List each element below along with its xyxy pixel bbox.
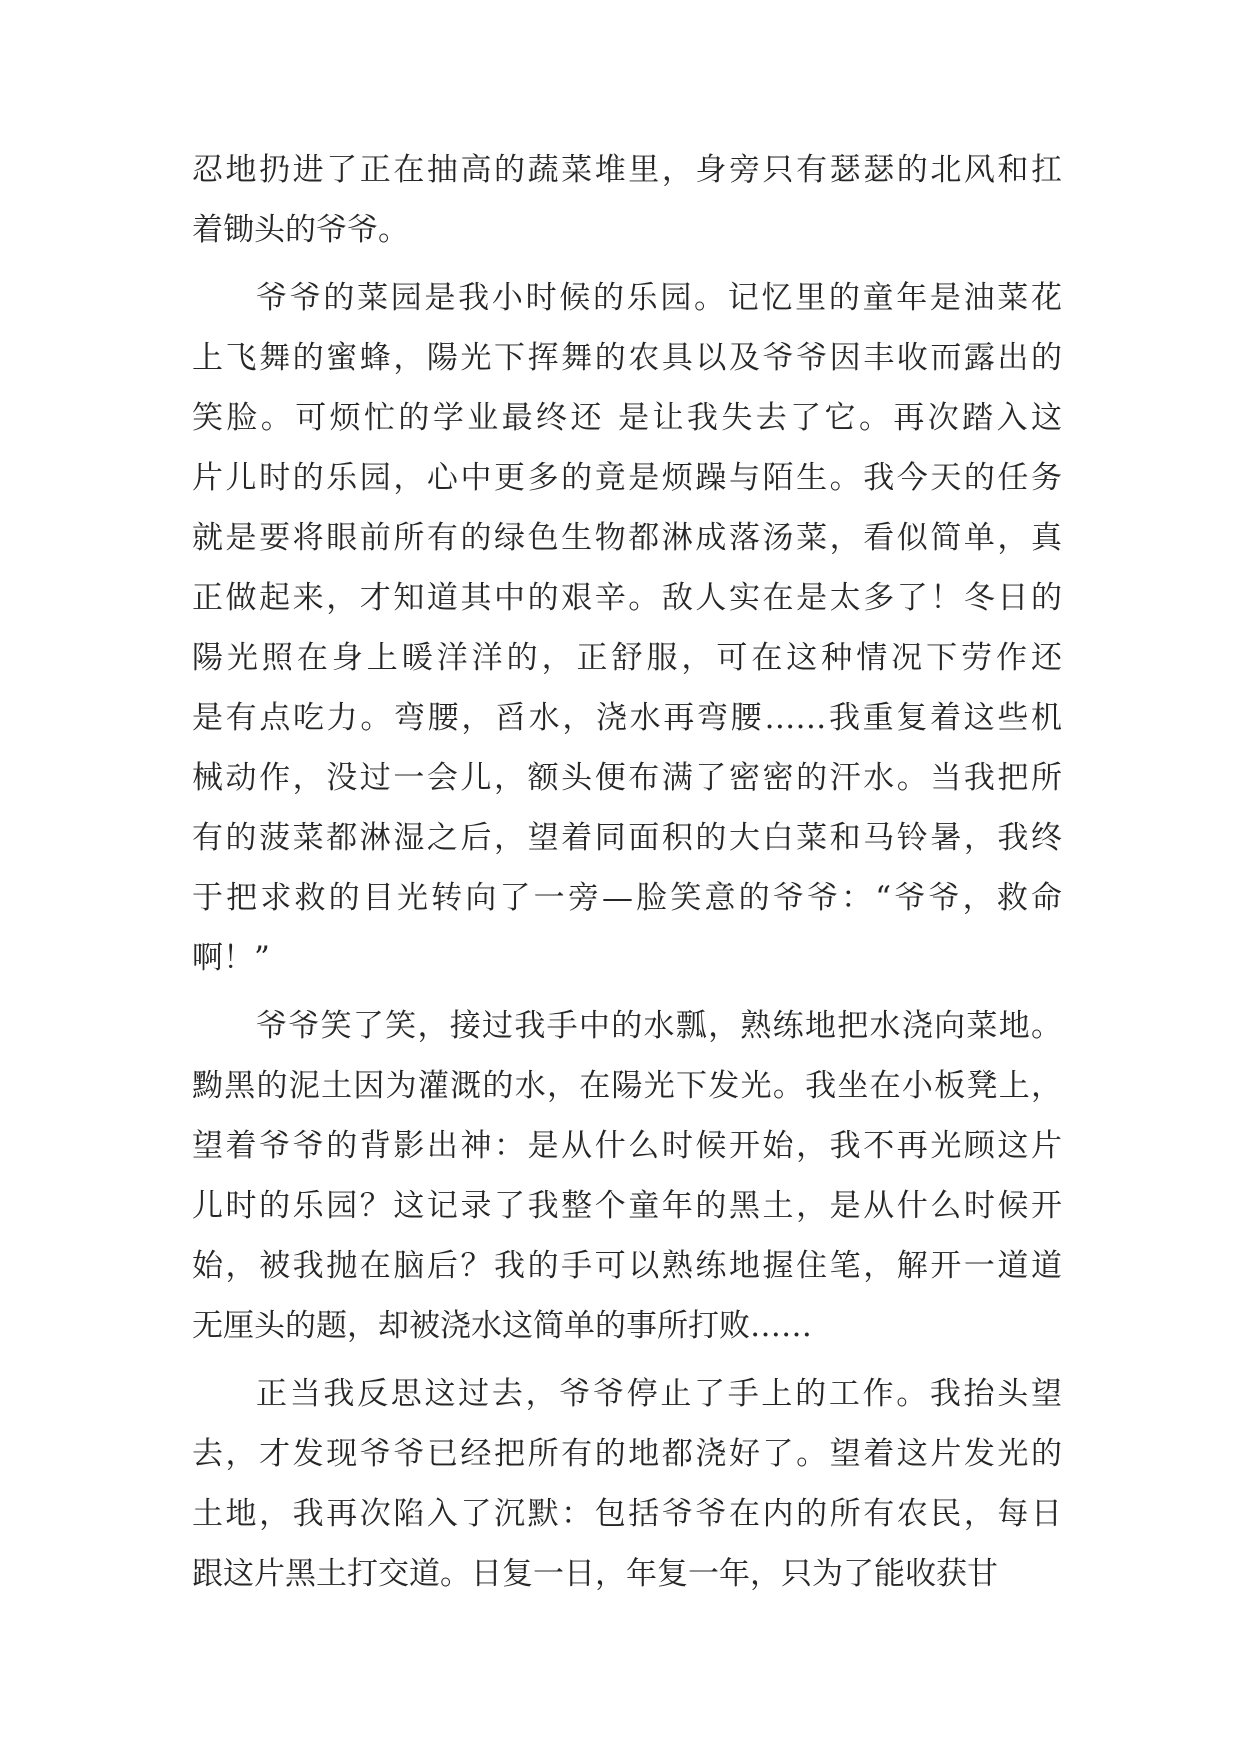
text-line: 啊！”: [192, 940, 270, 976]
paragraph: [192, 140, 1062, 260]
text-line: 着锄头的爷爷。: [192, 212, 409, 248]
text-line: 就是要将眼前所有的绿色生物都淋成落汤菜，看似简单，真: [192, 520, 1062, 556]
text-line: 正当我反思这过去，爷爷停止了手上的工作。我抬头望: [256, 1376, 1062, 1412]
text-line: 望着爷爷的背影出神：是从什么时候开始，我不再光顾这片: [192, 1128, 1062, 1164]
paragraph: [192, 268, 1062, 988]
text-line: 忍地扔进了正在抽高的蔬菜堆里，身旁只有瑟瑟的北风和扛: [192, 152, 1062, 188]
paragraph: [192, 996, 1062, 1356]
text-line: 黝黑的泥土因为灌溉的水，在陽光下发光。我坐在小板凳上，: [192, 1068, 1062, 1104]
paragraph-gap: [192, 260, 1062, 268]
text-line: 去，才发现爷爷已经把所有的地都浇好了。望着这片发光的: [192, 1436, 1062, 1472]
text-line: 儿时的乐园？这记录了我整个童年的黑土，是从什么时候开: [192, 1188, 1062, 1224]
paragraph: [192, 1364, 1062, 1604]
paragraph-gap: [192, 1356, 1062, 1364]
text-line: 土地，我再次陷入了沉默：包括爷爷在内的所有农民，每日: [192, 1496, 1062, 1532]
text-line: 无厘头的题，却被浇水这简单的事所打败……: [192, 1308, 812, 1344]
text-line: 爷爷笑了笑，接过我手中的水瓢，熟练地把水浇向菜地。: [256, 1008, 1062, 1044]
text-line: 上飞舞的蜜蜂，陽光下挥舞的农具以及爷爷因丰收而露出的: [192, 340, 1062, 376]
text-line: 是有点吃力。弯腰，舀水，浇水再弯腰……我重复着这些机: [192, 700, 1062, 736]
text-line: 于把求救的目光转向了一旁—脸笑意的爷爷：“爷爷，救命: [192, 880, 1062, 916]
text-line: 有的菠菜都淋湿之后，望着同面积的大白菜和马铃暑，我终: [192, 820, 1062, 856]
text-line: 械动作，没过一会儿，额头便布满了密密的汗水。当我把所: [192, 760, 1062, 796]
text-line: 爷爷的菜园是我小时候的乐园。记忆里的童年是油菜花: [256, 280, 1062, 316]
paragraph-gap: [192, 988, 1062, 996]
text-line: 片儿时的乐园，心中更多的竟是烦躁与陌生。我今天的任务: [192, 460, 1062, 496]
text-line: 陽光照在身上暖洋洋的，正舒服，可在这种情况下劳作还: [192, 640, 1062, 676]
text-line: 笑脸。可烦忙的学业最终还 是让我失去了它。再次踏入这: [192, 400, 1062, 436]
text-line: 正做起来，才知道其中的艰辛。敌人实在是太多了！冬日的: [192, 580, 1062, 616]
text-line: 跟这片黑土打交道。日复一日，年复一年，只为了能收获甘: [192, 1556, 998, 1592]
article-body: [192, 140, 1062, 1604]
text-line: 始，被我抛在脑后？我的手可以熟练地握住笔，解开一道道: [192, 1248, 1062, 1284]
